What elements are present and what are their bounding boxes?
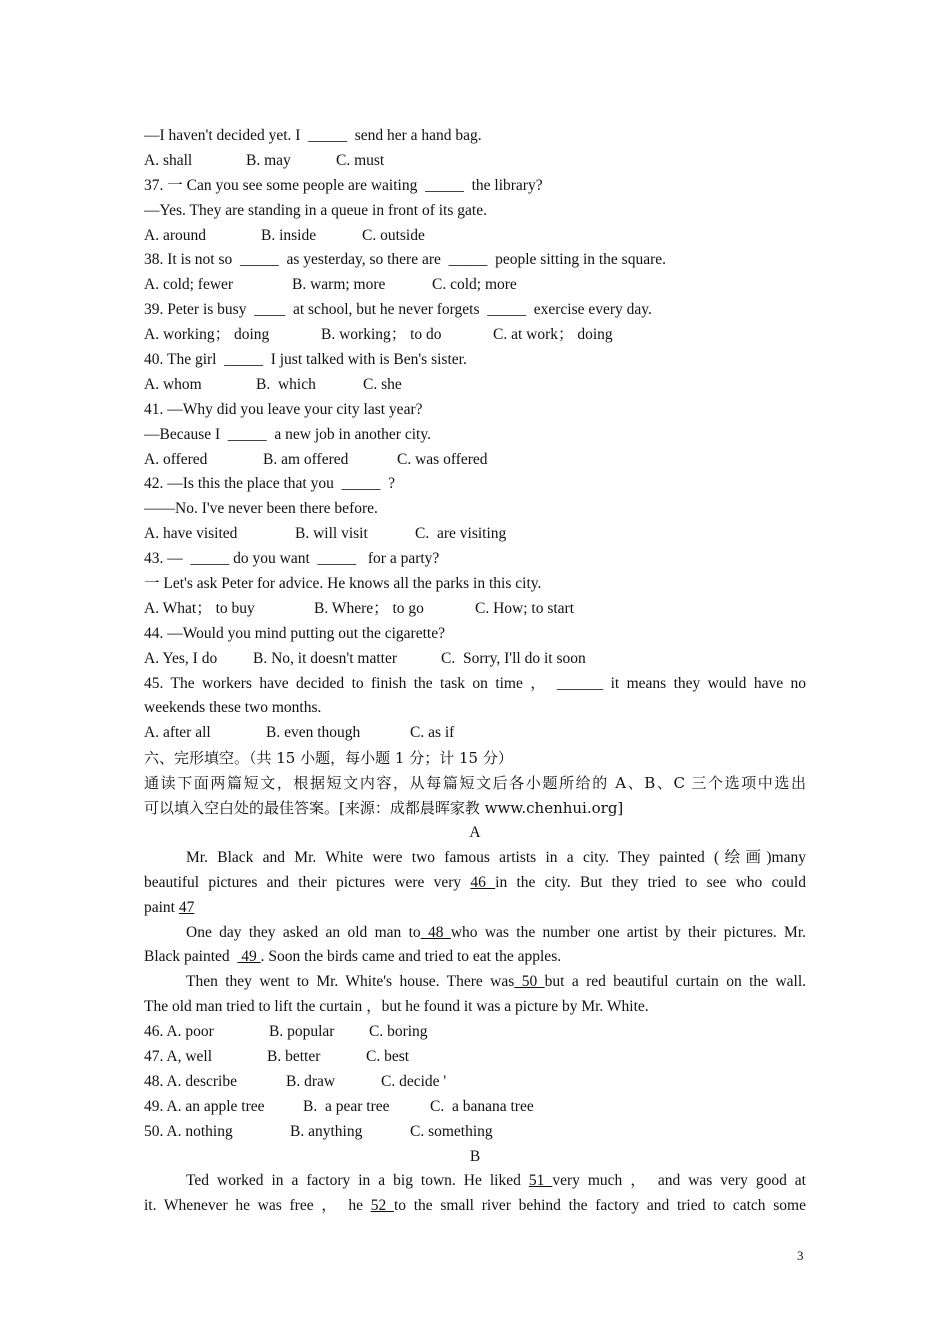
- passage-a-line: One day they asked an old man to 48 who was the number one artist by their pictures. Mr.: [186, 923, 807, 941]
- options-line: A. cold; fewer B. warm; more C. cold; more: [144, 276, 517, 294]
- text-line: —Yes. They are standing in a queue in front of its gate.: [144, 201, 487, 219]
- options-line: 48. A. describe B. draw C. decide ': [144, 1072, 447, 1090]
- options-line: A. after all B. even though C. as if: [144, 724, 455, 742]
- passage-b-line: Ted worked in a factory in a big town. He liked 51 very much ， and was very good at: [186, 1172, 806, 1190]
- passage-a-line: Mr. Black and Mr. White were two famous artists in a city. They painted (绘画)many: [186, 848, 806, 866]
- text-line: weekends these two months.: [144, 699, 322, 717]
- blank-47: 47: [178, 898, 195, 916]
- options-line: A. whom B. which C. she: [144, 375, 402, 393]
- section-instructions: 通读下面两篇短文，根据短文内容，从每篇短文后各小题所给的 A、B、C 三个选项中选出: [144, 774, 806, 793]
- passage-a-line: beautiful pictures and their pictures were very 46 in the city. But they tried to see who could: [144, 873, 806, 891]
- options-line: A. Yes, I do B. No, it doesn't matter C. Sorry, I'll do it soon: [144, 649, 586, 667]
- question-40: 40. The girl _____ I just talked with is Ben's sister.: [144, 351, 467, 369]
- blank-51: 51: [528, 1172, 553, 1190]
- passage-a-line: Black painted 49 . Soon the birds came and tried to eat the apples.: [144, 948, 562, 966]
- passage-a-label: A: [469, 823, 481, 841]
- question-44: 44. —Would you mind putting out the cigarette?: [144, 624, 445, 642]
- options-line: A. offered B. am offered C. was offered: [144, 450, 488, 468]
- question-37: 37. 一 Can you see some people are waiting _____ the library?: [144, 176, 543, 194]
- text-line: ——No. I've never been there before.: [144, 500, 378, 518]
- page-number: 3: [797, 1248, 804, 1263]
- options-line: 50. A. nothing B. anything C. something: [144, 1122, 493, 1140]
- question-45: 45. The workers have decided to finish the task on time ， ______ it means they would have no: [144, 674, 806, 692]
- question-42: 42. —Is this the place that you _____ ?: [144, 475, 395, 493]
- options-line: A. shall B. may C. must: [144, 151, 385, 169]
- options-line: 47. A, well B. better C. best: [144, 1047, 410, 1065]
- section-heading: 六、完形填空。（共 15 小题，每小题 1 分；计 15 分）: [144, 749, 513, 768]
- text-line: 一 Let's ask Peter for advice. He knows all the parks in this city.: [144, 575, 542, 593]
- options-line: A. have visited B. will visit C. are visiting: [144, 525, 507, 543]
- blank-52: 52: [370, 1197, 394, 1215]
- text-line: —Because I _____ a new job in another city.: [144, 425, 431, 443]
- options-line: A. around B. inside C. outside: [144, 226, 425, 244]
- options-line: 49. A. an apple tree B. a pear tree C. a banana tree: [144, 1097, 534, 1115]
- text-line: —I haven't decided yet. I _____ send her a hand bag.: [144, 127, 482, 144]
- passage-b-label: B: [469, 1147, 481, 1165]
- question-41: 41. —Why did you leave your city last year?: [144, 400, 423, 418]
- blank-48: 48: [420, 923, 451, 941]
- passage-a-line: The old man tried to lift the curtain ，but he found it was a picture by Mr. White.: [144, 998, 649, 1016]
- section-instructions: 可以填入空白处的最佳答案。[来源：成都晨晖家教 www.chenhui.org]: [144, 799, 624, 818]
- passage-a-line: paint 47: [144, 898, 195, 916]
- options-line: A. working； doing B. working； to do C. at work； doing: [144, 326, 613, 344]
- question-38: 38. It is not so _____ as yesterday, so there are _____ people sitting in the square.: [144, 251, 667, 269]
- passage-b-line: it. Whenever he was free ， he 52 to the small river behind the factory and tried to catch some: [144, 1197, 806, 1215]
- blank-50: 50: [514, 973, 545, 991]
- options-line: A. What； to buy B. Where； to go C. How; to start: [144, 599, 575, 617]
- page-content: [144, 124, 806, 1219]
- options-line: 46. A. poor B. popular C. boring: [144, 1023, 428, 1041]
- question-39: 39. Peter is busy ____ at school, but he never forgets _____ exercise every day.: [144, 301, 652, 319]
- blank-46: 46: [470, 873, 496, 891]
- blank-49: 49: [237, 948, 261, 966]
- question-43: 43. — _____ do you want _____ for a party?: [144, 550, 440, 568]
- passage-a-line: Then they went to Mr. White's house. There was 50 but a red beautiful curtain on the wall.: [186, 973, 806, 991]
